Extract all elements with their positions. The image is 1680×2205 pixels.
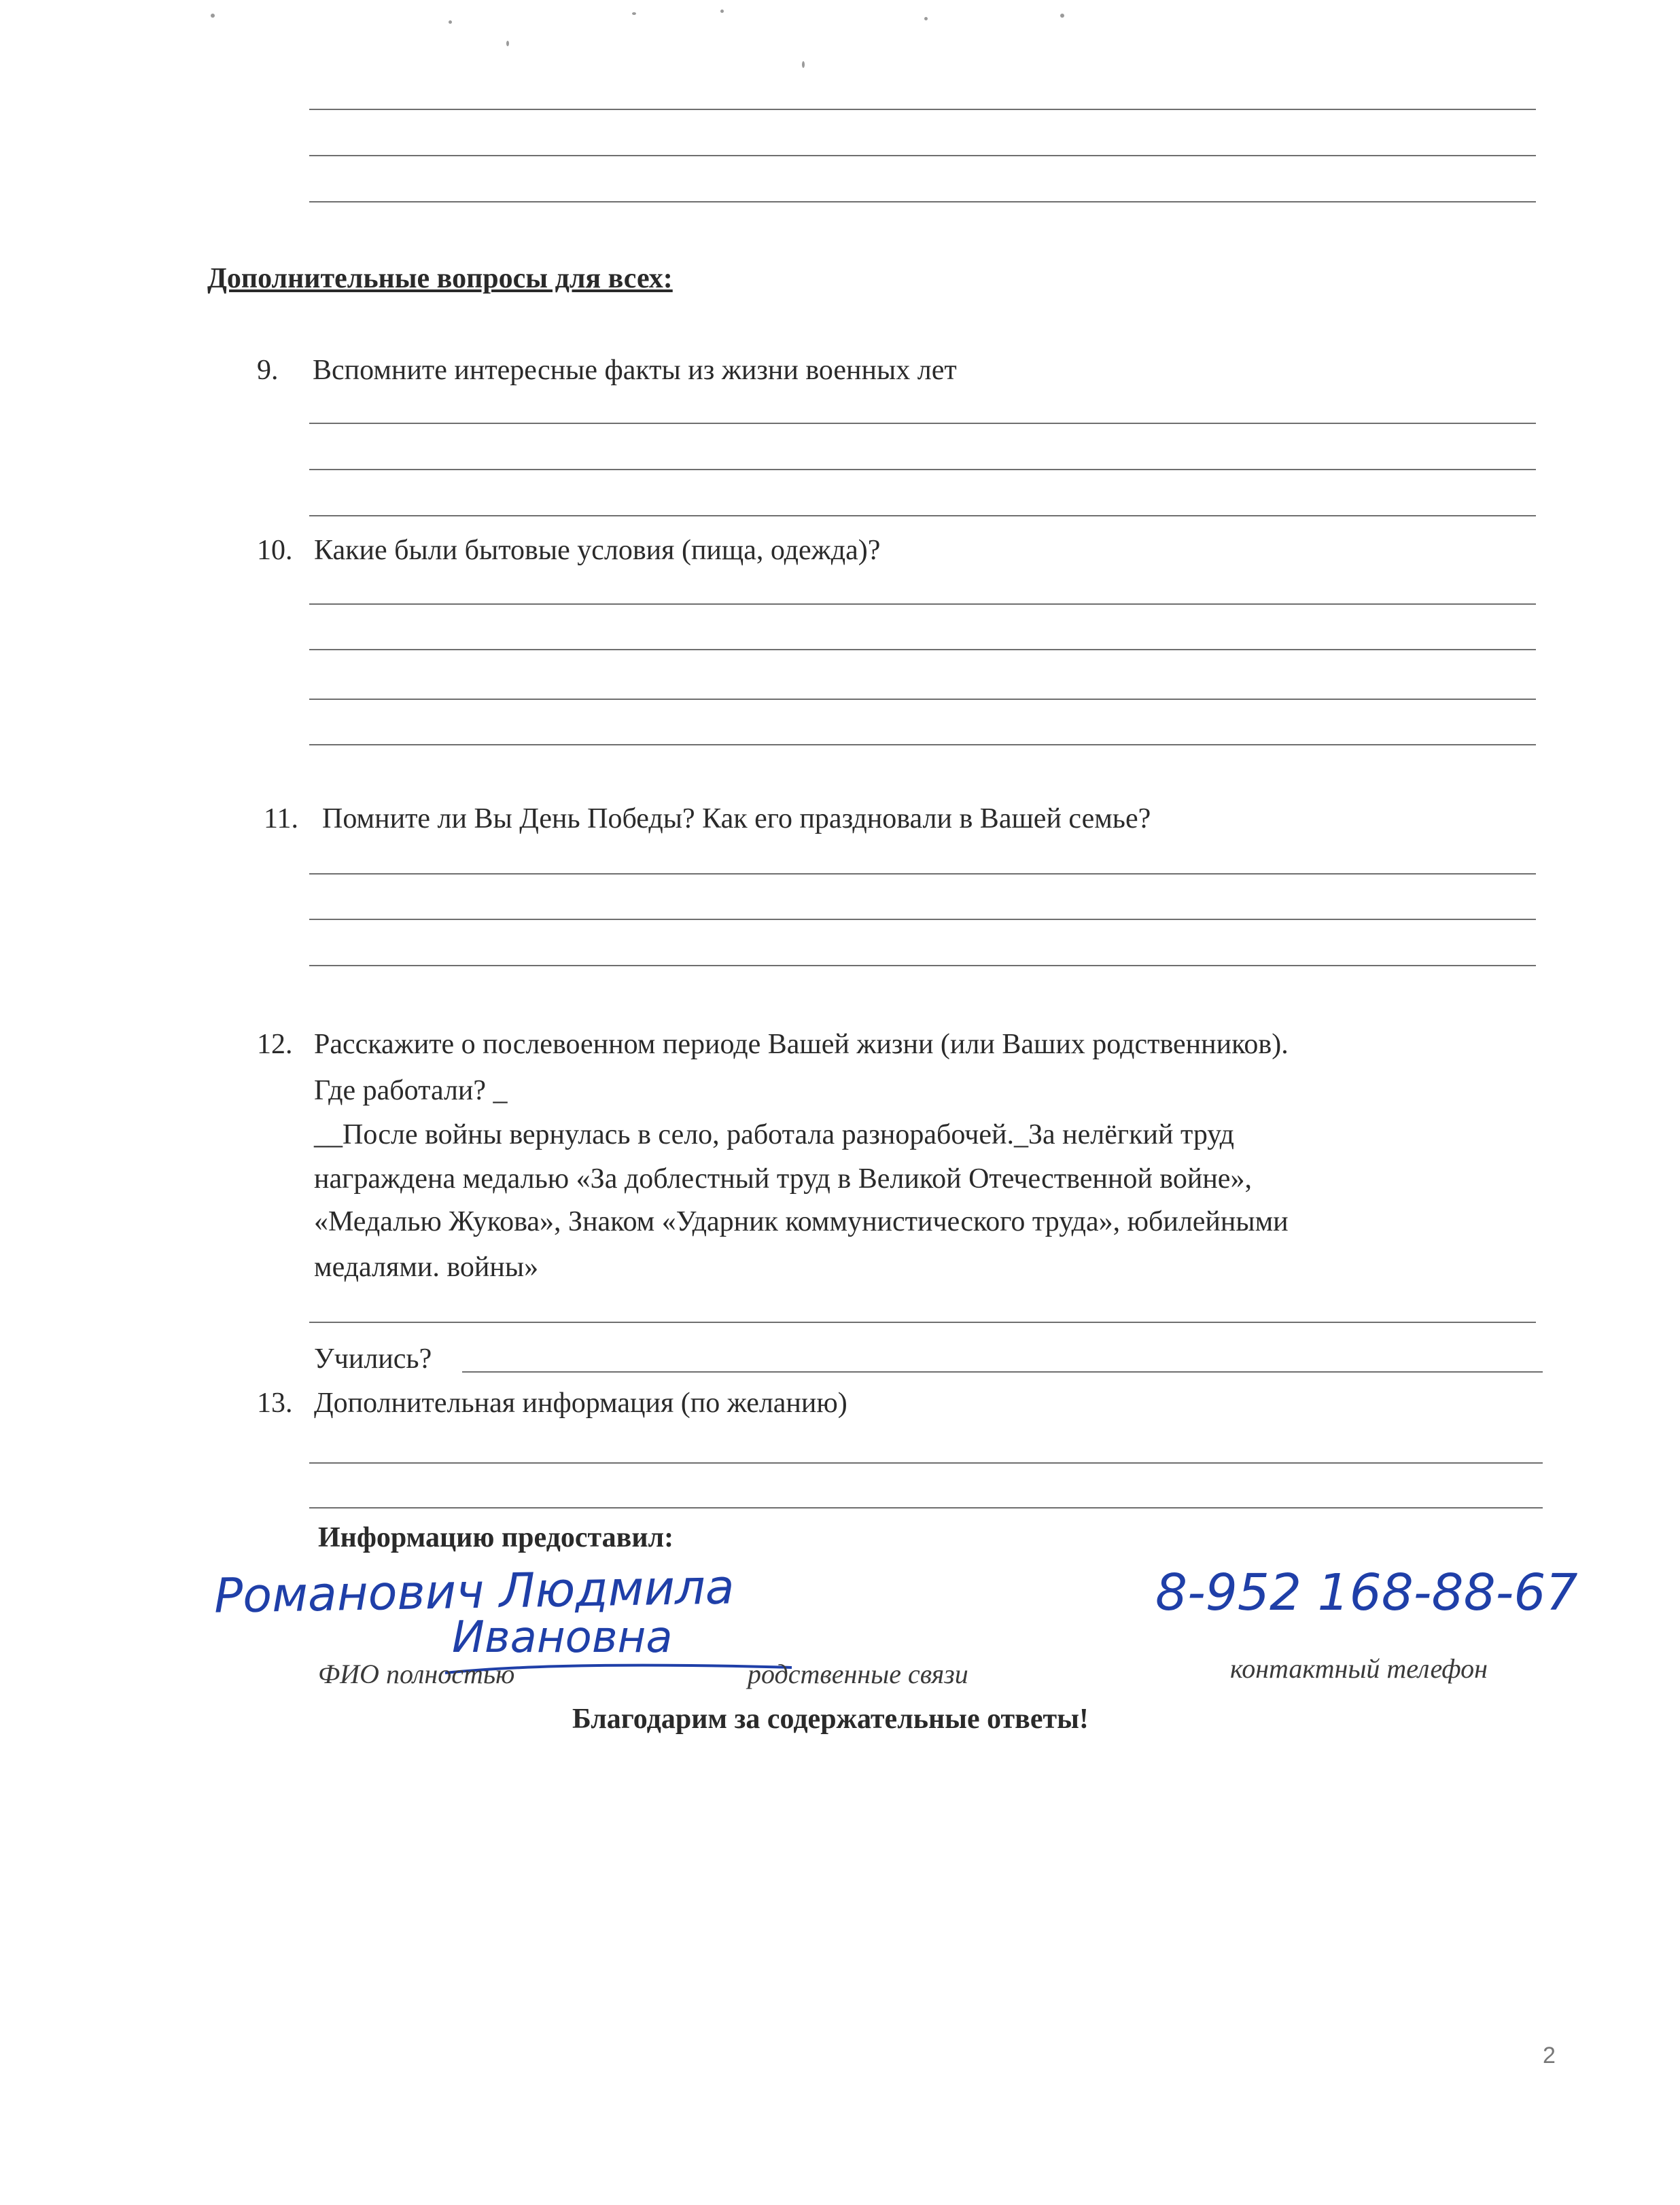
scan-speck (802, 61, 805, 68)
answer-line (309, 1322, 1536, 1323)
question-number: 10. (257, 535, 293, 566)
handwritten-name-line2: Ивановна (452, 1612, 673, 1663)
thanks-text: Благодарим за содержательные ответы! (572, 1704, 1089, 1735)
scan-speck (924, 17, 928, 20)
answer-text-line: медалями. войны» (314, 1252, 539, 1283)
label-phone: контактный телефон (1230, 1653, 1488, 1684)
page-number: 2 (1543, 2043, 1556, 2068)
question-number: 9. (257, 355, 279, 386)
answer-line (309, 1507, 1543, 1509)
answer-line (309, 201, 1536, 202)
section-heading: Дополнительные вопросы для всех: (207, 263, 673, 294)
answer-line (309, 965, 1536, 966)
studied-label: Учились? (314, 1343, 432, 1375)
answer-line (309, 603, 1536, 605)
answer-text-line: награждена медалью «За доблестный труд в Великой Отечественной войне», (314, 1163, 1252, 1195)
answer-line (309, 873, 1536, 875)
answer-text-line: «Медалью Жукова», Знаком «Ударник коммунистического труда», юбилейными (314, 1206, 1289, 1237)
question-text: Какие были бытовые условия (пища, одежда)? (314, 535, 881, 566)
answer-line (462, 1371, 1543, 1373)
label-full-name: ФИО полностью (318, 1659, 515, 1689)
scan-speck (632, 12, 636, 15)
info-provided-label: Информацию предоставил: (318, 1522, 674, 1553)
answer-line (309, 649, 1536, 650)
question-text: Вспомните интересные факты из жизни военных лет (313, 355, 957, 386)
answer-line (309, 155, 1536, 156)
answer-text-line: __После войны вернулась в село, работала разнорабочей._За нелёгкий труд (314, 1119, 1235, 1150)
worked-label: Где работали? _ (314, 1075, 508, 1106)
question-text: Расскажите о послевоенном периоде Вашей жизни (или Ваших родственников). (314, 1029, 1289, 1060)
question-number: 11. (264, 803, 298, 834)
question-text: Дополнительная информация (по желанию) (314, 1388, 847, 1419)
answer-line (309, 1462, 1543, 1464)
answer-line (309, 469, 1536, 470)
answer-line (309, 699, 1536, 700)
handwritten-phone: 8-952 168-88-67 (1155, 1564, 1578, 1622)
answer-line (309, 109, 1536, 110)
answer-line (309, 744, 1536, 745)
question-text: Помните ли Вы День Победы? Как его праздновали в Вашей семье? (322, 803, 1151, 834)
question-number: 13. (257, 1388, 293, 1419)
answer-line (309, 919, 1536, 920)
scan-speck (211, 14, 215, 18)
answer-line (309, 515, 1536, 516)
scan-speck (1060, 14, 1064, 18)
question-number: 12. (257, 1029, 293, 1060)
handwritten-name-line1: Романович Людмила (213, 1559, 735, 1624)
answer-line (309, 423, 1536, 424)
scan-speck (449, 20, 452, 24)
scan-speck (720, 10, 724, 13)
label-relation: родственные связи (748, 1659, 968, 1689)
scan-speck (506, 41, 509, 46)
